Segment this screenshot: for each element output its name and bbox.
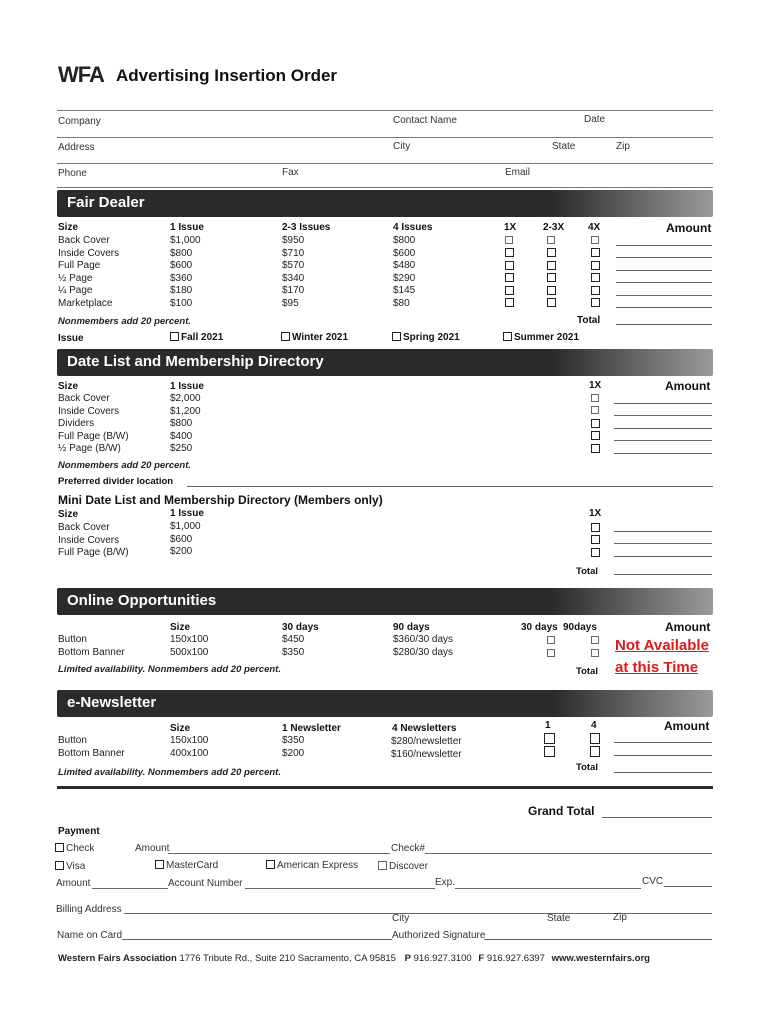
check-number-field[interactable]: [425, 853, 712, 854]
amount-line[interactable]: [616, 257, 712, 258]
cvc-field[interactable]: [664, 886, 712, 887]
issue-option-winter[interactable]: Winter 2021: [281, 332, 348, 343]
price-30days-list: $450 $350: [282, 634, 305, 658]
size-list: 150x100 500x100: [170, 634, 209, 658]
city-label: City: [393, 141, 411, 152]
checkbox[interactable]: [547, 286, 556, 295]
billing-city-label: City: [392, 913, 410, 924]
total-label: Total: [576, 566, 598, 577]
wfa-logo: WFA: [58, 62, 104, 87]
checkbox[interactable]: [591, 236, 599, 244]
total-field[interactable]: [614, 574, 712, 575]
col-size-header: Size: [58, 509, 79, 520]
section-divider: [57, 786, 713, 789]
checkbox[interactable]: [170, 332, 179, 341]
payment-option-discover[interactable]: Discover: [378, 861, 428, 872]
size-list: Back Cover Inside Covers Dividers Full Page (B/W) ½ Page (B/W): [58, 393, 129, 455]
checkbox[interactable]: [591, 636, 599, 644]
mini-date-list-title: Mini Date List and Membership Directory (Members only): [58, 493, 383, 507]
checkbox[interactable]: [547, 261, 556, 270]
section-banner-date-list: Date List and Membership Directory: [57, 349, 712, 376]
price-1issue-list: $1,000 $800 $600 $360 $180 $100: [170, 235, 201, 309]
col-1issue-header: 1 Issue: [170, 381, 204, 392]
footer: [58, 953, 650, 964]
limited-availability-note: Limited availability. Nonmembers add 20 percent.: [58, 767, 281, 778]
amount-line[interactable]: [614, 428, 712, 429]
size-list: Back Cover Inside Covers Full Page (B/W): [58, 522, 129, 559]
item-list: Button Bottom Banner: [58, 634, 125, 658]
checkbox[interactable]: [591, 406, 599, 414]
issue-label: Issue: [58, 333, 84, 344]
checkbox[interactable]: [547, 236, 555, 244]
payment-title: Payment: [58, 826, 100, 837]
col-1x-header: 1X: [504, 222, 517, 233]
exp-field[interactable]: [455, 888, 641, 889]
divider: [57, 110, 713, 111]
checkbox[interactable]: [155, 860, 164, 869]
item-list: Button Bottom Banner: [58, 735, 125, 759]
check-number-label: Check#: [391, 843, 425, 854]
col-1issue-header: 1 Issue: [170, 222, 204, 233]
checkbox[interactable]: [503, 332, 512, 341]
grand-total-field[interactable]: [602, 817, 712, 818]
checkbox[interactable]: [591, 248, 600, 257]
price-1issue-list: $1,000 $600 $200: [170, 521, 201, 558]
fax-label: Fax: [282, 167, 299, 178]
footer-fax-label: F: [478, 953, 485, 964]
section-banner-online: Online Opportunities: [57, 588, 712, 615]
amount-line[interactable]: [616, 245, 712, 246]
checkbox[interactable]: [547, 273, 556, 282]
checkbox[interactable]: [547, 636, 555, 644]
check-amount-label: Amount: [135, 843, 170, 854]
issue-option-fall[interactable]: Fall 2021: [170, 332, 223, 343]
amount-line[interactable]: [616, 307, 712, 308]
checkbox[interactable]: [281, 332, 290, 341]
billing-zip-label: Zip: [613, 912, 627, 923]
total-label: Total: [576, 666, 598, 677]
company-label: Company: [58, 116, 101, 127]
checkbox[interactable]: [547, 298, 556, 307]
amount-line[interactable]: [614, 403, 712, 404]
checkbox[interactable]: [392, 332, 401, 341]
col-size-header: Size: [58, 222, 79, 233]
col-2-3x-header: 2-3X: [543, 222, 565, 233]
amount-line[interactable]: [614, 531, 712, 532]
col-1issue-header: 1 Issue: [170, 508, 204, 519]
amount-line[interactable]: [616, 270, 712, 271]
payment-option-visa[interactable]: Visa: [55, 861, 85, 872]
col-4issues-header: 4 Issues: [393, 222, 433, 233]
checkbox[interactable]: [591, 523, 600, 532]
price-4newsletters-list: $280/newsletter $160/newsletter: [391, 736, 462, 760]
checkbox[interactable]: [590, 746, 600, 757]
contact-name-label: Contact Name: [393, 115, 457, 126]
grand-total-label: Grand Total: [528, 804, 595, 818]
footer-phone-label: P: [404, 953, 411, 964]
col-amount-header: Amount: [665, 620, 711, 634]
col-1-header: 1: [545, 720, 551, 731]
divider-location-label: Preferred divider location: [58, 476, 174, 487]
date-label: Date: [584, 114, 606, 125]
checkbox[interactable]: [505, 248, 514, 257]
total-field[interactable]: [614, 772, 712, 773]
billing-address-label: Billing Address: [56, 904, 122, 915]
checkbox[interactable]: [591, 298, 600, 307]
amount-line[interactable]: [614, 543, 712, 544]
amount-line[interactable]: [614, 556, 712, 557]
col-90days-check-header: 90days: [563, 622, 597, 633]
checkbox[interactable]: [591, 394, 599, 402]
checkbox[interactable]: [544, 733, 555, 744]
col-1newsletter-header: 1 Newsletter: [282, 723, 341, 734]
phone-field[interactable]: [57, 187, 713, 188]
checkbox[interactable]: [590, 733, 600, 744]
not-available-notice-2: at this Time: [615, 659, 699, 676]
card-amount-label: Amount: [56, 878, 91, 889]
billing-state-label: State: [547, 913, 571, 924]
col-size-header: Size: [170, 723, 191, 734]
payment-option-check[interactable]: Check: [55, 843, 94, 854]
price-90days-list: $360/30 days $280/30 days: [393, 634, 454, 658]
price-1issue-list: $2,000 $1,200 $800 $400 $250: [170, 393, 201, 455]
issue-option-spring[interactable]: Spring 2021: [392, 332, 460, 343]
address-field[interactable]: [57, 163, 713, 164]
footer-org: Western Fairs Association: [58, 953, 177, 964]
checkbox[interactable]: [591, 548, 600, 557]
limited-availability-note: Limited availability. Nonmembers add 20 percent.: [58, 664, 281, 675]
total-label: Total: [576, 762, 598, 773]
price-4issues-list: $800 $600 $480 $290 $145 $80: [393, 235, 416, 309]
card-amount-field[interactable]: [92, 888, 168, 889]
col-90days-header: 90 days: [393, 622, 430, 633]
divider-location-field[interactable]: [187, 486, 713, 487]
price-1newsletter-list: $350 $200: [282, 735, 305, 759]
checkbox[interactable]: [505, 273, 514, 282]
col-4x-header: 4X: [588, 222, 601, 233]
col-30days-check-header: 30 days: [521, 622, 558, 633]
amount-line[interactable]: [616, 282, 712, 283]
footer-fax: 916.927.6397: [486, 953, 545, 964]
authorized-signature-field[interactable]: [484, 939, 712, 940]
footer-website[interactable]: www.westernfairs.org: [551, 953, 650, 964]
checkbox[interactable]: [591, 286, 600, 295]
checkbox[interactable]: [591, 273, 600, 282]
state-label: State: [552, 141, 576, 152]
phone-label: Phone: [58, 168, 87, 179]
col-4newsletters-header: 4 Newsletters: [392, 723, 457, 734]
account-number-label: Account Number: [168, 878, 243, 889]
zip-label: Zip: [616, 141, 630, 152]
checkbox[interactable]: [505, 298, 514, 307]
amount-line[interactable]: [614, 415, 712, 416]
nonmember-note: Nonmembers add 20 percent.: [58, 460, 192, 471]
company-field[interactable]: [57, 137, 713, 138]
checkbox[interactable]: [591, 261, 600, 270]
col-1x-header: 1X: [589, 380, 602, 391]
nonmember-note: Nonmembers add 20 percent.: [58, 316, 192, 327]
checkbox[interactable]: [591, 535, 600, 544]
exp-label: Exp.: [435, 877, 456, 888]
checkbox[interactable]: [378, 861, 387, 870]
col-amount-header: Amount: [665, 379, 711, 393]
address-label: Address: [58, 142, 95, 153]
checkbox[interactable]: [591, 444, 600, 453]
name-on-card-label: Name on Card: [57, 930, 123, 941]
page-title: Advertising Insertion Order: [116, 66, 338, 85]
checkbox[interactable]: [55, 861, 64, 870]
checkbox[interactable]: [505, 261, 514, 270]
not-available-notice: Not Available: [615, 637, 709, 654]
total-field[interactable]: [616, 324, 712, 325]
footer-address: 1776 Tribute Rd., Suite 210 Sacramento, CA 95815: [179, 953, 396, 964]
size-list: 150x100 400x100: [170, 735, 209, 759]
authorized-signature-label: Authorized Signature: [392, 930, 486, 941]
checkbox[interactable]: [547, 649, 555, 657]
checkbox[interactable]: [591, 431, 600, 440]
amount-line[interactable]: [614, 440, 712, 441]
account-number-field[interactable]: [245, 888, 435, 889]
price-2-3issues-list: $950 $710 $570 $340 $170 $95: [282, 235, 305, 309]
cvc-label: CVC: [642, 876, 664, 887]
amount-line[interactable]: [614, 742, 712, 743]
col-size-header: Size: [170, 622, 191, 633]
payment-option-mastercard[interactable]: MasterCard: [155, 860, 218, 871]
checkbox[interactable]: [544, 746, 555, 757]
checkbox[interactable]: [505, 286, 514, 295]
col-30days-header: 30 days: [282, 622, 319, 633]
name-on-card-field[interactable]: [122, 939, 392, 940]
amount-line[interactable]: [614, 755, 712, 756]
email-label: Email: [505, 167, 531, 178]
check-amount-field[interactable]: [168, 853, 390, 854]
amount-line[interactable]: [616, 295, 712, 296]
checkbox[interactable]: [591, 649, 599, 657]
amount-line[interactable]: [614, 453, 712, 454]
total-label: Total: [577, 315, 601, 326]
checkbox[interactable]: [505, 236, 513, 244]
section-banner-fair-dealer: Fair Dealer: [57, 190, 712, 217]
checkbox[interactable]: [591, 419, 600, 428]
payment-option-amex[interactable]: American Express: [266, 860, 358, 871]
footer-phone: 916.927.3100: [413, 953, 472, 964]
col-4-header: 4: [591, 720, 597, 731]
col-amount-header: Amount: [666, 221, 712, 235]
col-2-3issues-header: 2-3 Issues: [282, 222, 331, 233]
issue-option-summer[interactable]: Summer 2021: [503, 332, 579, 343]
col-1x-header: 1X: [589, 508, 602, 519]
size-list: Back Cover Inside Covers Full Page ½ Page ¼ Page Marketplace: [58, 235, 120, 309]
checkbox[interactable]: [55, 843, 64, 852]
checkbox[interactable]: [547, 248, 556, 257]
col-amount-header: Amount: [664, 719, 710, 733]
checkbox[interactable]: [266, 860, 275, 869]
col-size-header: Size: [58, 381, 79, 392]
section-banner-enewsletter: e-Newsletter: [57, 690, 712, 717]
